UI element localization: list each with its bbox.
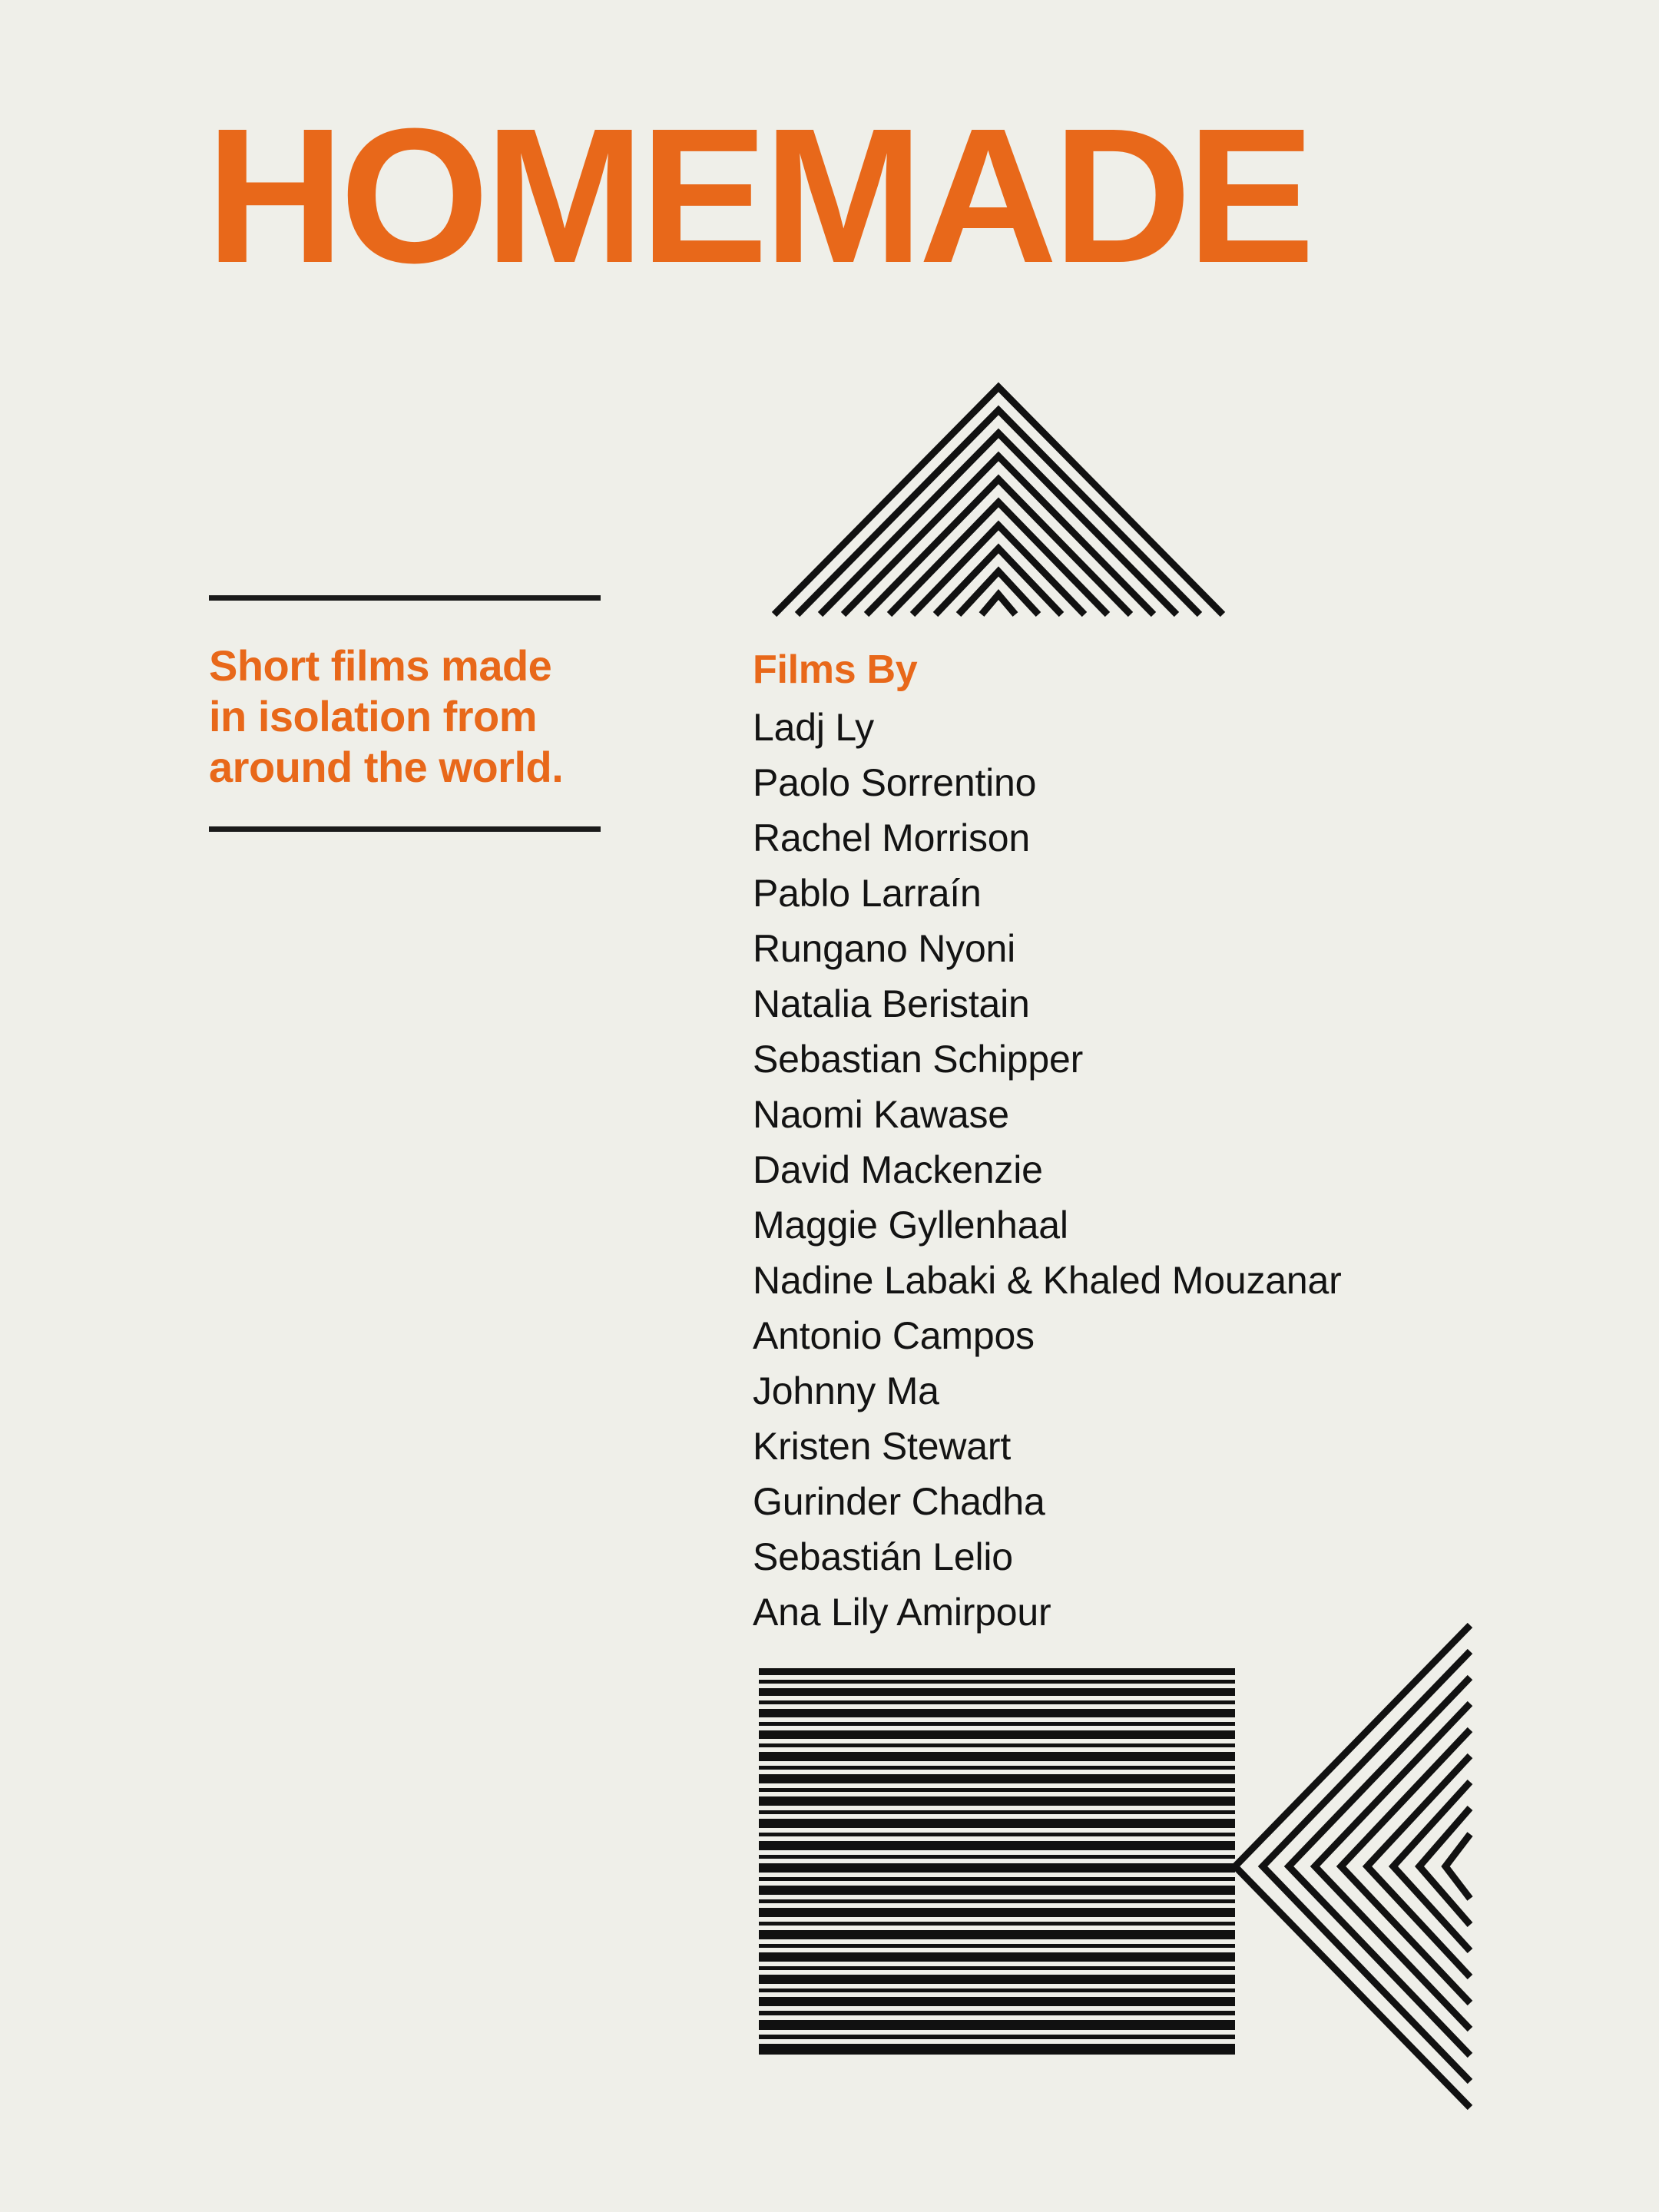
list-item: Gurinder Chadha <box>753 1479 1045 1523</box>
films-by-heading: Films By <box>753 647 918 692</box>
list-item: David Mackenzie <box>753 1147 1043 1191</box>
tagline-bottom-rule <box>209 826 601 832</box>
list-item: Ladj Ly <box>753 705 874 749</box>
horizontal-stripes-pattern <box>759 1667 1235 2066</box>
list-item: Maggie Gyllenhaal <box>753 1203 1068 1247</box>
list-item: Johnny Ma <box>753 1369 939 1412</box>
list-item: Sebastian Schipper <box>753 1037 1084 1081</box>
list-item: Pablo Larraín <box>753 871 982 915</box>
list-item: Antonio Campos <box>753 1313 1035 1357</box>
chevron-up-icon <box>768 370 1229 620</box>
films-by-section <box>753 644 1521 1640</box>
list-item: Rungano Nyoni <box>753 926 1016 970</box>
page-title: HOMEMADE <box>206 88 1311 303</box>
tagline-block <box>209 595 601 832</box>
list-item: Ana Lily Amirpour <box>753 1590 1051 1634</box>
list-item: Paolo Sorrentino <box>753 760 1037 804</box>
list-item: Sebastián Lelio <box>753 1535 1013 1578</box>
tagline-top-rule <box>209 595 601 601</box>
list-item: Naomi Kawase <box>753 1092 1009 1136</box>
tagline-text: Short films made in isolation from around the world. <box>209 641 564 792</box>
list-item: Natalia Beristain <box>753 982 1030 1025</box>
list-item: Kristen Stewart <box>753 1424 1012 1468</box>
list-item: Nadine Labaki & Khaled Mouzanar <box>753 1258 1342 1302</box>
list-item: Rachel Morrison <box>753 816 1031 859</box>
chevron-left-icon <box>1229 1621 1475 2112</box>
